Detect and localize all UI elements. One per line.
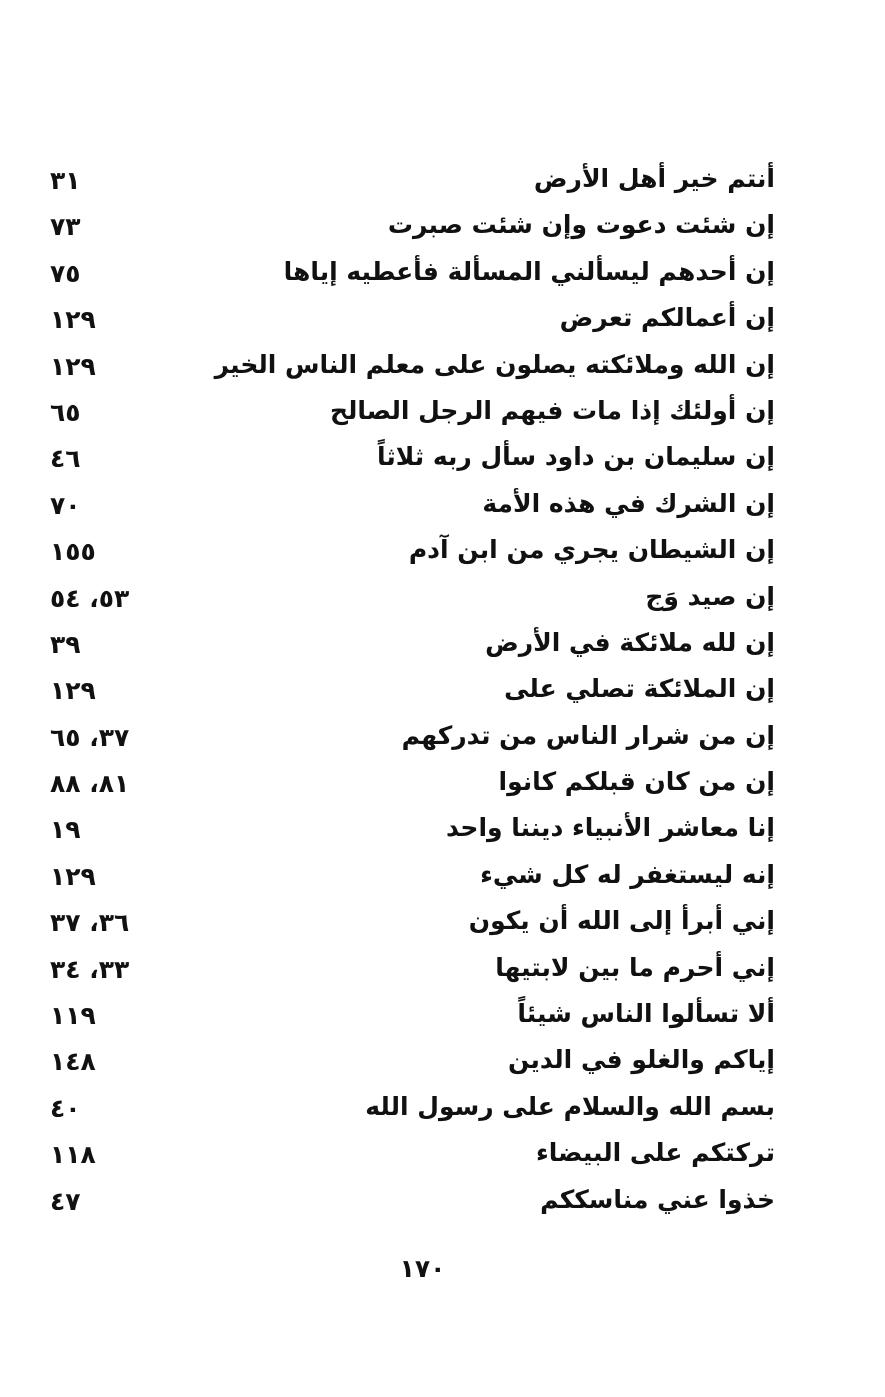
entry-page-refs: ٤٠: [50, 1093, 81, 1123]
entry-page-refs: ١٢٩: [50, 351, 96, 381]
list-item: [40, 1181, 775, 1227]
list-item: [40, 1041, 775, 1087]
list-item: [40, 995, 775, 1041]
entry-text: بسم الله والسلام على رسول الله: [365, 1091, 775, 1121]
list-item: [40, 670, 775, 716]
entry-text: إن الشيطان يجري من ابن آدم: [408, 535, 775, 565]
entry-text: إنه ليستغفر له كل شيء: [480, 859, 775, 889]
entry-page-refs: ٨١، ٨٨: [50, 769, 130, 799]
entry-page-refs: ١٩: [50, 815, 81, 845]
entry-page-refs: ٧٥: [50, 258, 81, 288]
entry-page-refs: ١٢٩: [50, 861, 96, 891]
entry-text: إن من شرار الناس من تدركهم: [401, 720, 775, 750]
entry-text: خذوا عني مناسككم: [540, 1184, 775, 1214]
hadith-index-list: [40, 160, 775, 1227]
page-number: ١٧٠: [399, 1254, 446, 1283]
entry-page-refs: ٧٠: [50, 490, 81, 520]
list-item: [40, 1088, 775, 1134]
entry-page-refs: ١٢٩: [50, 305, 96, 335]
entry-text: ألا تسألوا الناس شيئاً: [517, 999, 775, 1029]
list-item: [40, 206, 775, 252]
entry-page-refs: ١٤٨: [50, 1047, 96, 1077]
list-item: [40, 717, 775, 763]
entry-text: إنا معاشر الأنبياء ديننا واحد: [445, 813, 775, 843]
list-item: [40, 485, 775, 531]
list-item: [40, 763, 775, 809]
list-item: [40, 856, 775, 902]
entry-text: إن من كان قبلكم كانوا: [498, 767, 775, 797]
list-item: [40, 949, 775, 995]
entry-text: إن لله ملائكة في الأرض: [485, 627, 775, 657]
list-item: [40, 624, 775, 670]
entry-text: إياكم والغلو في الدين: [507, 1045, 775, 1075]
list-item: [40, 809, 775, 855]
entry-page-refs: ٦٥: [50, 397, 81, 427]
entry-page-refs: ٧٣: [50, 212, 81, 242]
entry-text: إن شئت دعوت وإن شئت صبرت: [387, 210, 775, 240]
entry-page-refs: ٣١: [50, 166, 81, 195]
list-item: [40, 438, 775, 484]
entry-text: تركتكم على البيضاء: [536, 1138, 775, 1168]
entry-text: أنتم خير أهل الأرض: [533, 164, 775, 193]
list-item: [40, 299, 775, 345]
entry-page-refs: ٣٧، ٦٥: [50, 722, 130, 752]
entry-text: إن الشرك في هذه الأمة: [482, 488, 775, 518]
entry-page-refs: ٣٩: [50, 629, 81, 659]
entry-page-refs: ٤٧: [50, 1186, 81, 1216]
list-item: [40, 902, 775, 948]
list-item: [40, 1134, 775, 1180]
entry-page-refs: ١٥٥: [50, 537, 96, 567]
entry-page-refs: ١١٨: [50, 1140, 96, 1170]
entry-text: إن أولئك إذا مات فيهم الرجل الصالح: [330, 395, 775, 425]
list-item: [40, 253, 775, 299]
entry-page-refs: ٥٣، ٥٤: [50, 583, 130, 613]
entry-text: إن سليمان بن داود سأل ربه ثلاثاً: [376, 442, 775, 472]
entry-page-refs: ٣٣، ٣٤: [50, 954, 130, 984]
entry-page-refs: ١١٩: [50, 1001, 96, 1031]
list-item: [40, 531, 775, 577]
list-item: [40, 160, 775, 206]
entry-text: إن الله وملائكته يصلون على معلم الناس الخير: [214, 349, 775, 379]
entry-page-refs: ١٢٩: [50, 676, 96, 706]
entry-page-refs: ٤٦: [50, 444, 81, 474]
list-item: [40, 346, 775, 392]
entry-text: إن صيد وَج: [645, 581, 775, 611]
entry-text: إني أبرأ إلى الله أن يكون: [468, 906, 775, 936]
entry-text: إن الملائكة تصلي على: [504, 674, 775, 704]
list-item: [40, 578, 775, 624]
entry-text: إن أحدهم ليسألني المسألة فأعطيه إياها: [283, 256, 775, 286]
entry-text: إن أعمالكم تعرض: [559, 303, 775, 333]
list-item: [40, 392, 775, 438]
entry-page-refs: ٣٦، ٣٧: [50, 908, 130, 938]
entry-text: إني أحرم ما بين لابتيها: [495, 952, 775, 982]
